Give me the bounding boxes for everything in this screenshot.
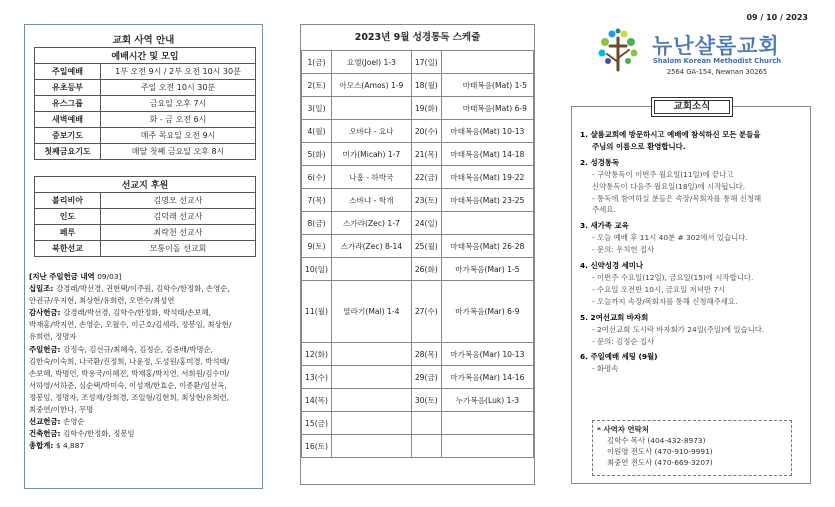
church-logo-icon — [595, 28, 641, 74]
worship-time: 주일 오전 10시 30분 — [101, 80, 256, 96]
worship-schedule-table — [34, 47, 256, 160]
table-row — [302, 435, 534, 458]
contact-line: 김학수 목사 (404-432-8973) — [607, 436, 706, 445]
church-address: 2564 GA-154, Newnan 30265 — [666, 68, 768, 76]
schedule-reading: 마태복음(Mat) 26-28 — [441, 235, 533, 258]
schedule-reading: 말라기(Mal) 1-4 — [332, 281, 412, 343]
schedule-date: 25(월) — [411, 235, 441, 258]
schedule-reading: 마가복음(Mar) 1-5 — [441, 258, 533, 281]
news-detail: - 문의: 우치헌 집사 — [592, 245, 655, 255]
news-heading: 3. 새가족 교육 — [580, 221, 629, 231]
news-detail: - 이번주 수요일(12일), 금요일(15)에 시작합니다. — [592, 272, 754, 282]
offering-list — [29, 271, 261, 452]
news-title: 교회소식 — [651, 97, 733, 117]
worship-time: 1부 오전 9시 / 2부 오전 10시 30분 — [101, 64, 256, 80]
offering-line — [29, 416, 261, 428]
offering-names: 강경래/박선경, 김학수/한정화, 박석태/손보혜, — [63, 308, 211, 318]
ministry-info-panel — [24, 24, 263, 489]
offering-line — [29, 440, 261, 452]
offering-line — [29, 295, 261, 307]
worship-label: 새벽예배 — [35, 112, 101, 128]
contact-header: * 사역자 연락처 — [597, 425, 649, 434]
offering-category: 선교헌금: — [29, 417, 64, 427]
schedule-reading — [441, 51, 533, 74]
schedule-date: 1(금) — [302, 51, 332, 74]
schedule-date: 18(월) — [411, 74, 441, 97]
offering-line — [29, 319, 261, 331]
schedule-date: 22(금) — [411, 166, 441, 189]
table-row — [35, 241, 256, 257]
table-row — [302, 389, 534, 412]
schedule-empty — [411, 412, 441, 435]
schedule-reading: 마태복음(Mat) 1-5 — [441, 74, 533, 97]
schedule-reading — [332, 343, 412, 366]
schedule-date: 26(화) — [411, 258, 441, 281]
schedule-reading: 마가복음(Mar) 10-13 — [441, 343, 533, 366]
worship-time: 매달 첫째 금요일 오후 8시 — [101, 144, 256, 160]
schedule-reading — [441, 212, 533, 235]
table-row — [302, 74, 534, 97]
mission-country: 북한선교 — [35, 241, 101, 257]
news-heading: 5. 2여선교회 바자회 — [580, 312, 649, 322]
news-detail: 주세요. — [592, 205, 616, 215]
missionary-name: 최락천 선교사 — [101, 225, 256, 241]
schedule-date: 13(수) — [302, 366, 332, 389]
news-heading: 6. 주일예배 세팅 (9월) — [580, 352, 658, 362]
news-detail: - 수요일 오전반 10시, 금요일 저녁반 7시 — [592, 284, 726, 294]
offering-names: 손영순 — [63, 417, 85, 427]
ministry-info-title: 교회 사역 안내 — [112, 35, 175, 46]
table-row — [35, 193, 256, 209]
contact-line: 최중연 전도사 (470-669-3207) — [607, 458, 713, 467]
church-name: 뉴난샬롬교회 — [652, 34, 780, 58]
schedule-date: 17(일) — [411, 51, 441, 74]
news-list — [580, 129, 808, 375]
schedule-reading: 오바댜 - 요나 — [332, 120, 412, 143]
schedule-date: 7(목) — [302, 189, 332, 212]
offering-names: 09/03] — [97, 272, 122, 281]
schedule-date: 23(토) — [411, 189, 441, 212]
table-row — [302, 143, 534, 166]
offering-category: [지난 주일헌금 내역 — [29, 272, 98, 281]
schedule-reading — [332, 97, 412, 120]
news-detail: 주님의 이름으로 환영합니다. — [592, 141, 686, 151]
schedule-reading: 마가복음(Mar) 14-16 — [441, 366, 533, 389]
bible-reading-schedule — [300, 24, 535, 485]
mission-support-table — [34, 176, 256, 257]
offering-line — [29, 356, 261, 368]
church-news-panel — [571, 101, 811, 484]
worship-label: 유스그룹 — [35, 96, 101, 112]
offering-category: 감사헌금: — [29, 308, 64, 318]
table-row — [302, 97, 534, 120]
table-row — [302, 189, 534, 212]
schedule-date: 15(금) — [302, 412, 332, 435]
schedule-date: 10(일) — [302, 258, 332, 281]
offering-category: 십일조: — [29, 284, 56, 294]
table-row — [302, 281, 534, 343]
offering-line — [29, 380, 261, 392]
contact-line: 이원영 전도사 (470-910-9991) — [607, 447, 713, 456]
schedule-date: 29(금) — [411, 366, 441, 389]
table-row — [35, 80, 256, 96]
news-detail: 신약통독이 다음주 월요일(18일)에 시작됩니다. — [592, 181, 746, 191]
schedule-date: 4(월) — [302, 120, 332, 143]
bulletin-date: 09 / 10 / 2023 — [746, 13, 808, 22]
news-heading: 4. 신약성경 세미나 — [580, 261, 644, 271]
missionary-name: 모퉁이돌 선교회 — [101, 241, 256, 257]
news-detail: - 문의: 김정순 집사 — [592, 336, 655, 346]
schedule-title: 2023년 9월 성경통독 스케줄 — [354, 32, 481, 43]
mission-header: 선교지 후원 — [35, 177, 256, 193]
table-row — [35, 128, 256, 144]
offering-names: 정봉임, 정명자, 조성재/장희경, 조일형/김현희, 최상현/유희련, — [29, 392, 229, 402]
worship-time: 화 - 금 오전 6시 — [101, 112, 256, 128]
schedule-date: 9(토) — [302, 235, 332, 258]
schedule-reading: 마태복음(Mat) 10-13 — [441, 120, 533, 143]
news-heading: 2. 성경통독 — [580, 157, 620, 167]
offering-category: 주일헌금: — [29, 344, 64, 354]
table-row — [35, 209, 256, 225]
schedule-date: 2(토) — [302, 74, 332, 97]
offering-names: 손보혜, 박명언, 박용국/이혜진, 박재홍/박지연, 서희원/김수미/ — [29, 368, 230, 378]
church-name-english: Shalom Korean Methodist Church — [652, 57, 782, 65]
schedule-empty — [441, 412, 533, 435]
table-row — [302, 343, 534, 366]
schedule-reading: 아모스(Amos) 1-9 — [332, 74, 412, 97]
offering-names: 김학수/한정화, 정봉임 — [63, 429, 135, 439]
contact-box — [592, 420, 792, 476]
offering-names: 박재홍/박지연, 손영순, 오월수, 이근호/김세라, 정봉임, 최상현/ — [29, 320, 232, 330]
mission-country: 인도 — [35, 209, 101, 225]
news-detail: - 화평속 — [592, 364, 619, 374]
offering-names: 강경래/박선경, 권현택/이주원, 김학수/한정화, 손영순, — [55, 284, 230, 294]
offering-line — [29, 331, 261, 343]
table-row — [35, 112, 256, 128]
news-detail: - 구약통독이 이번주 월요일(11일)에 끝나고 — [592, 169, 734, 179]
worship-label: 첫째금요기도 — [35, 144, 101, 160]
offering-line — [29, 428, 261, 440]
mission-country: 페루 — [35, 225, 101, 241]
offering-line — [29, 307, 261, 319]
schedule-reading — [332, 258, 412, 281]
table-row — [35, 64, 256, 80]
schedule-date: 12(화) — [302, 343, 332, 366]
schedule-date: 30(토) — [411, 389, 441, 412]
offering-names: 김한숙/이숙희, 나국환/진정희, 나윤정, 도성원/홍미경, 박석태/ — [29, 356, 230, 366]
schedule-reading — [332, 435, 412, 458]
schedule-reading: 요엘(Joel) 1-3 — [332, 51, 412, 74]
offering-names: 최중연/이한나, 무명 — [29, 405, 94, 415]
schedule-date: 5(화) — [302, 143, 332, 166]
schedule-reading: 나훔 - 하박국 — [332, 166, 412, 189]
schedule-date: 16(토) — [302, 435, 332, 458]
news-detail: - 2여선교회 도시락 바자회가 24일(주일)에 있습니다. — [592, 324, 765, 334]
table-row — [35, 144, 256, 160]
schedule-reading: 마태복음(Mat) 14-18 — [441, 143, 533, 166]
worship-label: 주일예배 — [35, 64, 101, 80]
schedule-reading: 마태복음(Mat) 23-25 — [441, 189, 533, 212]
table-row — [302, 51, 534, 74]
schedule-reading: 미가(Micah) 1-7 — [332, 143, 412, 166]
table-row — [302, 412, 534, 435]
schedule-date: 3(일) — [302, 97, 332, 120]
offering-names: $ 4,887 — [55, 441, 85, 451]
schedule-reading: 누가복음(Luk) 1-3 — [441, 389, 533, 412]
schedule-reading: 스가랴(Zec) 1-7 — [332, 212, 412, 235]
schedule-reading: 마태복음(Mat) 19-22 — [441, 166, 533, 189]
offering-line — [29, 392, 261, 404]
schedule-date: 19(화) — [411, 97, 441, 120]
mission-country: 볼리비아 — [35, 193, 101, 209]
table-row — [35, 96, 256, 112]
offering-category: 건축헌금: — [29, 429, 64, 439]
worship-header: 예배시간 및 모임 — [35, 48, 256, 64]
offering-line — [29, 368, 261, 380]
news-detail: - 통독에 참여하실 분들은 속장/목회자를 통해 신청해 — [592, 193, 762, 203]
offering-names: 안권규/우지현, 최상현/유희련, 오면수/최성연 — [29, 296, 175, 306]
schedule-empty — [411, 435, 441, 458]
missionary-name: 김명모 선교사 — [101, 193, 256, 209]
schedule-date: 21(목) — [411, 143, 441, 166]
schedule-date: 14(목) — [302, 389, 332, 412]
schedule-date: 28(목) — [411, 343, 441, 366]
table-row — [302, 258, 534, 281]
offering-names: 강정숙, 김선규/최혜숙, 김정순, 김중배/박명순, — [63, 344, 214, 354]
schedule-date: 6(수) — [302, 166, 332, 189]
schedule-date: 27(수) — [411, 281, 441, 343]
schedule-reading — [332, 412, 412, 435]
offering-line — [29, 344, 261, 356]
table-row — [302, 120, 534, 143]
table-row — [302, 235, 534, 258]
worship-label: 유초등부 — [35, 80, 101, 96]
schedule-reading: 스바냐 - 학개 — [332, 189, 412, 212]
schedule-date: 11(월) — [302, 281, 332, 343]
table-row — [302, 166, 534, 189]
schedule-reading: 마태복음(Mat) 6-9 — [441, 97, 533, 120]
table-row — [302, 212, 534, 235]
offering-names: 유희련, 정명자 — [29, 332, 77, 342]
worship-time: 금요일 오후 7시 — [101, 96, 256, 112]
schedule-reading — [332, 366, 412, 389]
schedule-date: 24(일) — [411, 212, 441, 235]
offering-line — [29, 283, 261, 295]
worship-label: 중보기도 — [35, 128, 101, 144]
news-detail: - 오늘까지 속장/목회자를 통해 신청해주세요. — [592, 296, 738, 306]
offering-line — [29, 271, 261, 283]
schedule-date: 8(금) — [302, 212, 332, 235]
schedule-date: 20(수) — [411, 120, 441, 143]
news-heading: 1. 샬롬교회에 방문하시고 예배에 참석하신 모든 분들을 — [580, 130, 761, 139]
news-detail: - 오늘 예배 후 11시 40분 # 302에서 있습니다. — [592, 233, 748, 243]
offering-category: 총합계: — [29, 441, 56, 451]
schedule-table — [301, 50, 534, 458]
worship-time: 매주 목요일 오전 9시 — [101, 128, 256, 144]
offering-line — [29, 404, 261, 416]
schedule-empty — [441, 435, 533, 458]
offering-names: 서하영/서하준, 심순택/박미숙, 이성재/한효순, 이종환/임선옥, — [29, 380, 227, 390]
table-row — [35, 225, 256, 241]
schedule-reading: 마가복음(Mar) 6-9 — [441, 281, 533, 343]
missionary-name: 김덕래 선교사 — [101, 209, 256, 225]
schedule-reading: 스가랴(Zec) 8-14 — [332, 235, 412, 258]
schedule-reading — [332, 389, 412, 412]
table-row — [302, 366, 534, 389]
